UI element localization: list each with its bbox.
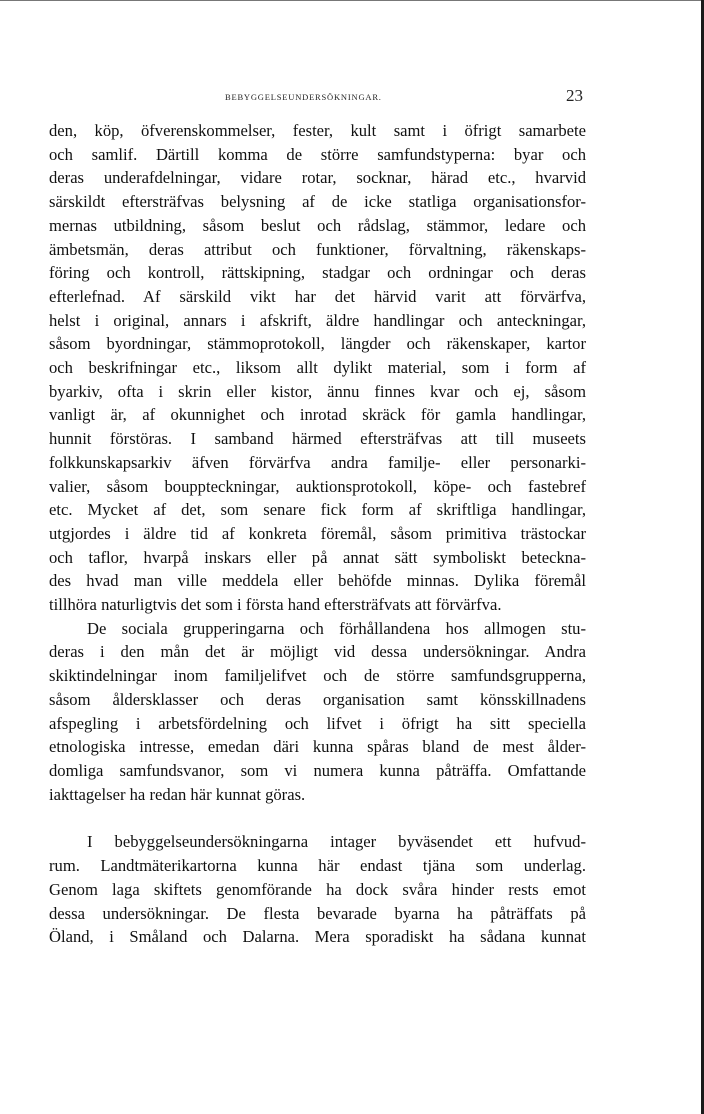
paragraph-1-line: utgjordes i äldre tid af konkreta föremål, såsom primitiva trästockar	[49, 523, 586, 543]
paragraph-1-line: föring och kontroll, rättskipning, stadgar och ordningar och deras	[49, 263, 586, 283]
paragraph-1-line: mernas utbildning, såsom beslut och rådslag, stämmor, ledare och	[49, 215, 586, 235]
paragraph-2-line: deras i den mån det är möjligt vid dessa undersökningar. Andra	[49, 642, 586, 662]
paragraph-3-line: Genom laga skiftets genomförande ha dock svåra hinder rests emot	[49, 879, 586, 899]
paragraph-2-line: domliga samfundsvanor, som vi numera kunna påträffa. Omfattande	[49, 760, 586, 780]
paragraph-1-line: såsom byordningar, stämmoprotokoll, längder och räkenskaper, kartor	[49, 334, 586, 354]
paragraph-1-line: tillhöra naturligtvis det som i första hand eftersträfvats att förvärfva.	[49, 595, 502, 615]
paragraph-1-line: ämbetsmän, deras attribut och funktioner, förvaltning, räkenskaps-	[49, 239, 586, 259]
paragraph-1-line: och taflor, hvarpå inskars eller på annat sätt symboliskt beteckna-	[49, 547, 586, 567]
paragraph-1-line: folkkunskapsarkiv äfven förvärfva andra familje- eller personarki-	[49, 452, 586, 472]
paragraph-1-line: helst i original, annars i afskrift, äldre handlingar och anteckningar,	[49, 310, 586, 330]
paragraph-1-line: efterlefnad. Af särskild vikt har det härvid varit att förvärfva,	[49, 286, 586, 306]
paragraph-3-line: I bebyggelseundersökningarna intager byväsendet ett hufvud-	[87, 832, 586, 852]
paragraph-1-line: des hvad man ville meddela eller behöfde minnas. Dylika föremål	[49, 571, 586, 591]
paragraph-1-line: den, köp, öfverenskommelser, fester, kult samt i öfrigt samarbete	[49, 121, 586, 140]
paragraph-1-line: byarkiv, ofta i skrin eller kistor, ännu finnes kvar och ej, såsom	[49, 381, 586, 401]
paragraph-2-line: etnologiska intresse, emedan däri kunna spåras bland de mest ålder-	[49, 737, 586, 757]
paragraph-2-line: skiktindelningar inom familjelifvet och de större samfundsgrupperna,	[49, 666, 586, 686]
paragraph-1-line: etc. Mycket af det, som senare fick form af skriftliga handlingar,	[49, 500, 586, 520]
paragraph-3-line: rum. Landtmäterikartorna kunna här endast tjäna som underlag.	[49, 856, 586, 876]
paragraph-1-line: och samlif. Därtill komma de större samfundstyperna: byar och	[49, 144, 586, 164]
paragraph-2-line: såsom åldersklasser och deras organisation samt könsskillnadens	[49, 689, 586, 709]
paragraph-1-line: deras underafdelningar, vidare rotar, socknar, härad etc., hvarvid	[49, 168, 586, 188]
paragraph-1-line: hunnit förstöras. I samband härmed eftersträfvas att till museets	[49, 429, 586, 449]
paragraph-1-line: särskildt eftersträfvas belysning af de icke statliga organisationsfor-	[49, 192, 586, 212]
paragraph-1-line: valier, såsom bouppteckningar, auktionsprotokoll, köpe- och fastebref	[49, 476, 586, 496]
paragraph-3-line: Öland, i Småland och Dalarna. Mera sporadiskt ha sådana kunnat	[49, 927, 586, 947]
paragraph-2-line: afspegling i arbetsfördelning och lifvet i öfrigt ha sitt speciella	[49, 713, 586, 733]
paragraph-1-line: och beskrifningar etc., liksom allt dylikt material, som i form af	[49, 358, 586, 378]
paragraph-3-line: dessa undersökningar. De flesta bevarade byarna ha påträffats på	[49, 903, 586, 923]
page-number: 23	[566, 86, 583, 105]
top-edge-rule	[0, 0, 704, 1]
paragraph-2-line: De sociala grupperingarna och förhållandena hos allmogen stu-	[87, 618, 586, 638]
section-gap	[49, 806, 586, 830]
paragraph-1-line: vanligt är, af okunnighet och inrotad skräck för gamla handlingar,	[49, 405, 586, 425]
body-text	[49, 119, 586, 949]
paragraph-2-line: iakttagelser ha redan här kunnat göras.	[49, 784, 306, 804]
running-title: BEBYGGELSEUNDERSÖKNINGAR.	[225, 92, 382, 102]
